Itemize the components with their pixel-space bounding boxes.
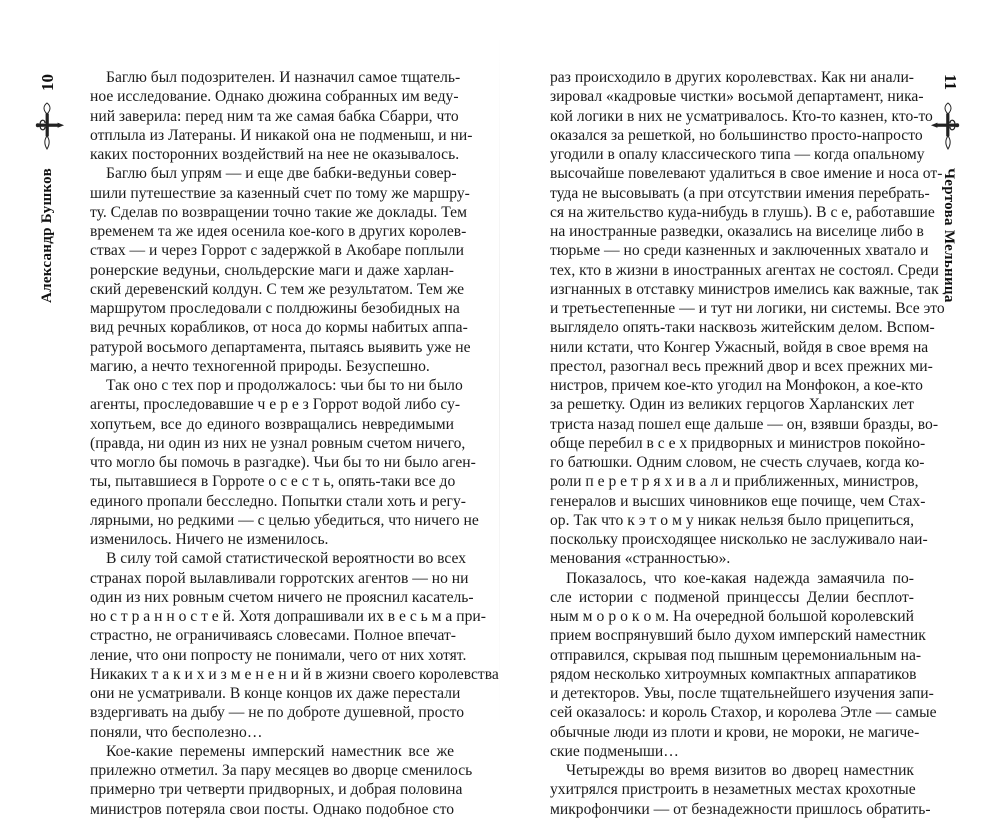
text-line: отправился, скрывая под пышным церемониальным на-: [550, 646, 922, 664]
text-line: тех, кто в жизни в иностранных агентах не состоял. Среди: [550, 261, 939, 279]
text-line: туда не высовывать (а при отсутствии имения перебрать-: [550, 184, 930, 202]
text-line: они не усматривали. В конце концов их даже перестали: [90, 685, 461, 702]
text-line: страстно, не ограничиваясь словесами. Полное впечат-: [90, 627, 456, 645]
text-line: ний заверила: перед ним та же самая бабка Сбарри, что: [90, 107, 459, 125]
text-line: престол, разогнал весь прежний двор и всех прежних ми-: [550, 357, 933, 375]
text-line: нистров, причем кое-кто угодил на Монфокон, а кое-кто: [550, 377, 923, 394]
text-line: и третьестепенные — и тут ни логики, ни системы. Все это: [550, 300, 945, 317]
text-line: Показалось, что кое-какая надежда замаячила по-: [566, 569, 914, 587]
text-line: кой логики в них не усматривалось. Кто-то казнен, кто-то: [550, 107, 933, 125]
text-line: каких посторонних воздействий на нее не оказывалось.: [90, 146, 460, 163]
text-line: за решетку. Один из великих герцогов Харланских лет: [550, 396, 914, 414]
sword-ornament-icon: [36, 100, 64, 152]
text-line: но с т р а н н о с т е й. Хотя допрашивали их в е с ь м а при-: [90, 608, 486, 625]
text-line: Баглю был подозрителен. И назначил самое тщатель-: [106, 69, 461, 86]
text-line: хопутьем, все до единого возвращались невредимыми: [90, 415, 454, 433]
text-line: на иностранные разведки, оказались на виселице либо в: [550, 223, 924, 240]
text-line: странах порой вылавливали горротских агентов — но ни: [90, 569, 469, 587]
text-line: Баглю был упрям — и еще две бабки-ведуньи совер-: [106, 165, 457, 183]
left-running-head: Александр Бушков: [39, 168, 55, 304]
text-line: ся на жительство куда-нибудь в глушь). В с е, работавшие: [550, 203, 935, 221]
left-page-number: 10: [38, 74, 57, 91]
text-line: поскольку происходящее нисколько не заслуживало наи-: [550, 531, 928, 548]
text-line: ным м о р о к о м. На очередной большой королевский: [550, 608, 914, 625]
text-line: рядом несколько хитроумных компактных аппаратиков: [550, 665, 917, 683]
text-line: выглядело опять-таки насквозь житейским делом. Вспом-: [550, 319, 935, 337]
text-line: Никаких т а к и х и з м е н е н и й в жизни своего королевства: [90, 665, 499, 683]
text-line: сле истории с подменой принцессы Делии бесплот-: [550, 588, 914, 606]
text-line: Так оно с тех пор и продолжалось: чьи бы то ни было: [106, 377, 463, 394]
text-line: министров потеряла свои посты. Однако подобное сто: [90, 800, 454, 818]
text-line: угодили в опалу классического типа — когда опальному: [550, 146, 925, 163]
right-page-body: [550, 68, 945, 819]
text-line: (правда, ни один из них не узнал ровным счетом ничего,: [90, 434, 466, 452]
text-line: триста назад пошел еще дальше — он, взявши бразды, во-: [550, 415, 939, 433]
text-line: ное исследование. Однако дюжина собранных им веду-: [90, 88, 459, 106]
text-line: маршрутом проследовали с полдюжины безобидных на: [90, 300, 460, 317]
right-running-head: Чертова Мельница: [941, 168, 957, 303]
text-line: ухитрялся пристроить в незаметных местах крохотные: [550, 781, 916, 799]
text-line: единого пропали бесследно. Попытки стали хоть и регу-: [90, 492, 466, 510]
text-line: вид речных корабликов, от носа до кормы набитых аппа-: [90, 319, 468, 337]
text-line: зировал «кадровые чистки» восьмой департамент, ника-: [550, 88, 924, 106]
text-line: ту. Сделав по возвращении точно такие же доклады. Тем: [90, 203, 467, 221]
text-line: ты, пытавшиеся в Горроте о с е с т ь, опять-таки все до: [90, 473, 456, 491]
text-line: Четырежды во время визитов во дворец наместник: [566, 762, 914, 779]
text-line: ские подменыши…: [550, 742, 679, 760]
text-line: обще перебил в с е х придворных и министров покойно-: [550, 434, 926, 452]
text-line: тюрьме — но среди казненных и заключенных хватало и: [550, 242, 929, 260]
text-line: примерно три четверти придворных, и добрая половина: [90, 781, 463, 799]
text-line: что могло бы помочь в разгадке). Чьи бы то ни было аген-: [90, 454, 476, 471]
text-line: магию, а нечто техногенной природы. Безуспешно.: [90, 357, 430, 375]
text-line: шили путешествие за казенный счет по тому же маршру-: [90, 184, 470, 202]
text-line: ский деревенский колдун. С тем же результатом. Тем же: [90, 280, 465, 298]
right-page-number: 11: [941, 74, 960, 91]
text-line: роли п е р е т р я х и в а л и приближенных, министров,: [550, 473, 919, 491]
text-line: ление, что они попросту не понимали, чего от них хотят.: [90, 646, 467, 664]
text-line: прием воспрянувший было духом имперский наместник: [550, 627, 926, 645]
text-line: вздергивать на дыбу — не по доброте душевной, просто: [90, 704, 465, 722]
text-line: го батюшки. Одним словом, не счесть случаев, когда ко-: [550, 454, 925, 471]
text-line: обычные люди из плоти и крови, не мороки, не магиче-: [550, 723, 920, 741]
text-line: менования «странностью».: [550, 550, 731, 568]
text-line: поняли, что бесполезно…: [90, 723, 263, 741]
text-line: прилежно отметил. За пару месяцев во дворце сменилось: [90, 762, 473, 779]
text-line: генералов и высших чиновников еще почище, чем Стах-: [550, 492, 926, 510]
text-line: оказался за решеткой, но большинство просто-напросто: [550, 126, 923, 144]
text-line: сей оказалось: и король Стахор, и королева Этле — самые: [550, 704, 937, 722]
text-line: агенты, проследовавшие ч е р е з Горрот водой либо су-: [90, 396, 461, 414]
text-line: изгнанных в отставку министров имелись как важные, так: [550, 280, 939, 298]
text-line: один из них ровным счетом ничего не прояснил касатель-: [90, 588, 474, 606]
text-line: нили кстати, что Конгер Ужасный, войдя в свое время на: [550, 338, 929, 356]
text-line: ор. Так что к э т о м у никак нельзя было прицепиться,: [550, 511, 914, 529]
text-line: лярными, но редкими — с целью убедиться, что ничего не: [90, 511, 479, 529]
left-page-body: [90, 68, 499, 819]
text-line: и детекторов. Увы, после тщательнейшего изучения запи-: [550, 685, 934, 702]
text-line: изменилось. Ничего не изменилось.: [90, 531, 329, 548]
text-line: микрофончики — от безнадежности пришлось обратить-: [550, 800, 931, 818]
text-line: ратурой восьмого департамента, пытаясь выявить уже не: [90, 338, 471, 356]
text-line: временем та же идея осенила кое-кого в других королев-: [90, 223, 467, 240]
book-gutter: [499, 30, 500, 730]
text-line: ронерские ведуньи, снольдерские маги и даже харлан-: [90, 261, 454, 279]
text-line: раз происходило в других королевствах. Как ни анали-: [550, 69, 914, 86]
text-line: отплыла из Латераны. И никакой она не подменыш, и ни-: [90, 126, 473, 144]
text-line: Кое-какие перемены имперский наместник все же: [106, 742, 454, 760]
text-line: В силу той самой статистической вероятности во всех: [106, 550, 467, 568]
sword-ornament-icon: [931, 100, 959, 152]
text-line: ствах — и через Горрот с задержкой в Акобаре поплыли: [90, 242, 464, 260]
text-line: высочайше повелевают удалиться в свое имение и носа от-: [550, 165, 943, 183]
